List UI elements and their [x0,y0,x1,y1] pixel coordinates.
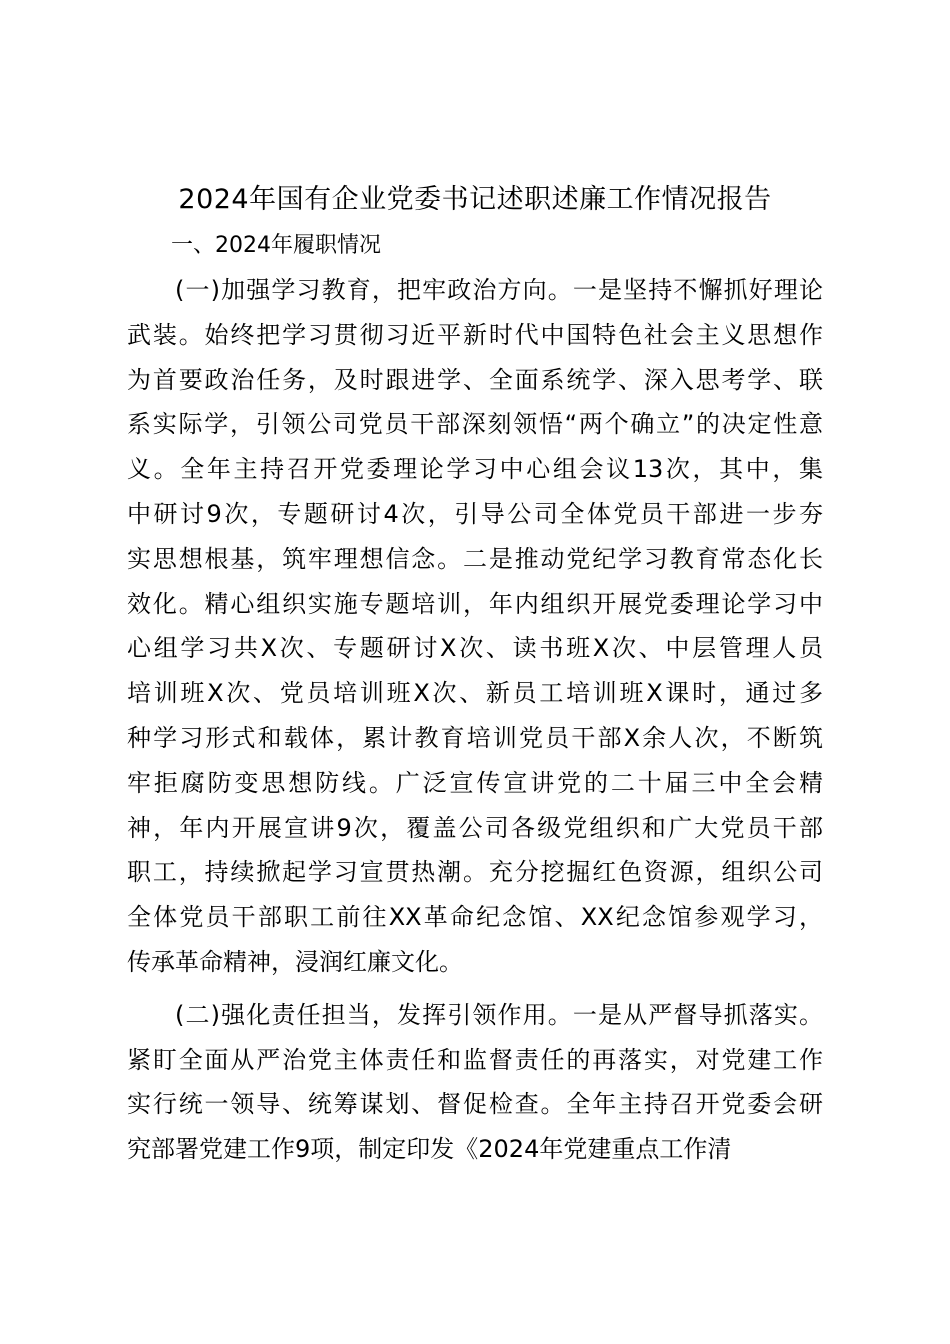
paragraph-line: 牢拒腐防变思想防线。广泛宣传宣讲党的二十届三中全会精 [127,768,823,797]
body-paragraph [127,993,823,1172]
paragraph-line: 效化。精心组织实施专题培训，年内组织开展党委理论学习中 [127,589,823,618]
paragraph-line: 义。全年主持召开党委理论学习中心组会议13次，其中，集 [127,455,823,484]
paragraph-line: 培训班X次、党员培训班X次、新员工培训班X课时，通过多 [127,679,823,708]
paragraph-line: (一)加强学习教育，把牢政治方向。一是坚持不懈抓好理论 [175,276,823,304]
paragraph-line: 实行统一领导、统筹谋划、督促检查。全年主持召开党委会研 [127,1090,823,1119]
paragraph-line: 为首要政治任务，及时跟进学、全面系统学、深入思考学、联 [127,365,823,394]
body-paragraph [127,268,823,985]
paragraph-line: 传承革命精神，浸润红廉文化。 [127,947,463,976]
paragraph-line: 实思想根基，筑牢理想信念。二是推动党纪学习教育常态化长 [127,544,823,573]
paragraph-line: 心组学习共X次、专题研讨X次、读书班X次、中层管理人员 [127,634,823,663]
paragraph-line: 全体党员干部职工前往XX革命纪念馆、XX纪念馆参观学习， [127,903,823,932]
paragraph-line: 武装。始终把学习贯彻习近平新时代中国特色社会主义思想作 [127,320,823,349]
document-page [127,178,823,1172]
document-title: 2024年国有企业党委书记述职述廉工作情况报告 [178,184,772,215]
paragraph-line: 中研讨9次，专题研讨4次，引导公司全体党员干部进一步夯 [127,499,823,528]
section-heading: 一、2024年履职情况 [171,233,381,258]
paragraph-line: (二)强化责任担当，发挥引领作用。一是从严督导抓落实。 [175,1000,823,1029]
body-paragraphs [127,268,823,1172]
paragraph-line: 神，年内开展宣讲9次，覆盖公司各级党组织和广大党员干部 [127,813,823,842]
paragraph-line: 职工，持续掀起学习宣贯热潮。充分挖掘红色资源，组织公司 [127,858,823,887]
paragraph-line: 种学习形式和载体，累计教育培训党员干部X余人次，不断筑 [127,723,823,752]
paragraph-line: 紧盯全面从严治党主体责任和监督责任的再落实，对党建工作 [127,1045,823,1074]
paragraph-line: 究部署党建工作9项，制定印发《2024年党建重点工作清 [127,1135,732,1164]
paragraph-line: 系实际学，引领公司党员干部深刻领悟“两个确立”的决定性意 [127,410,823,439]
